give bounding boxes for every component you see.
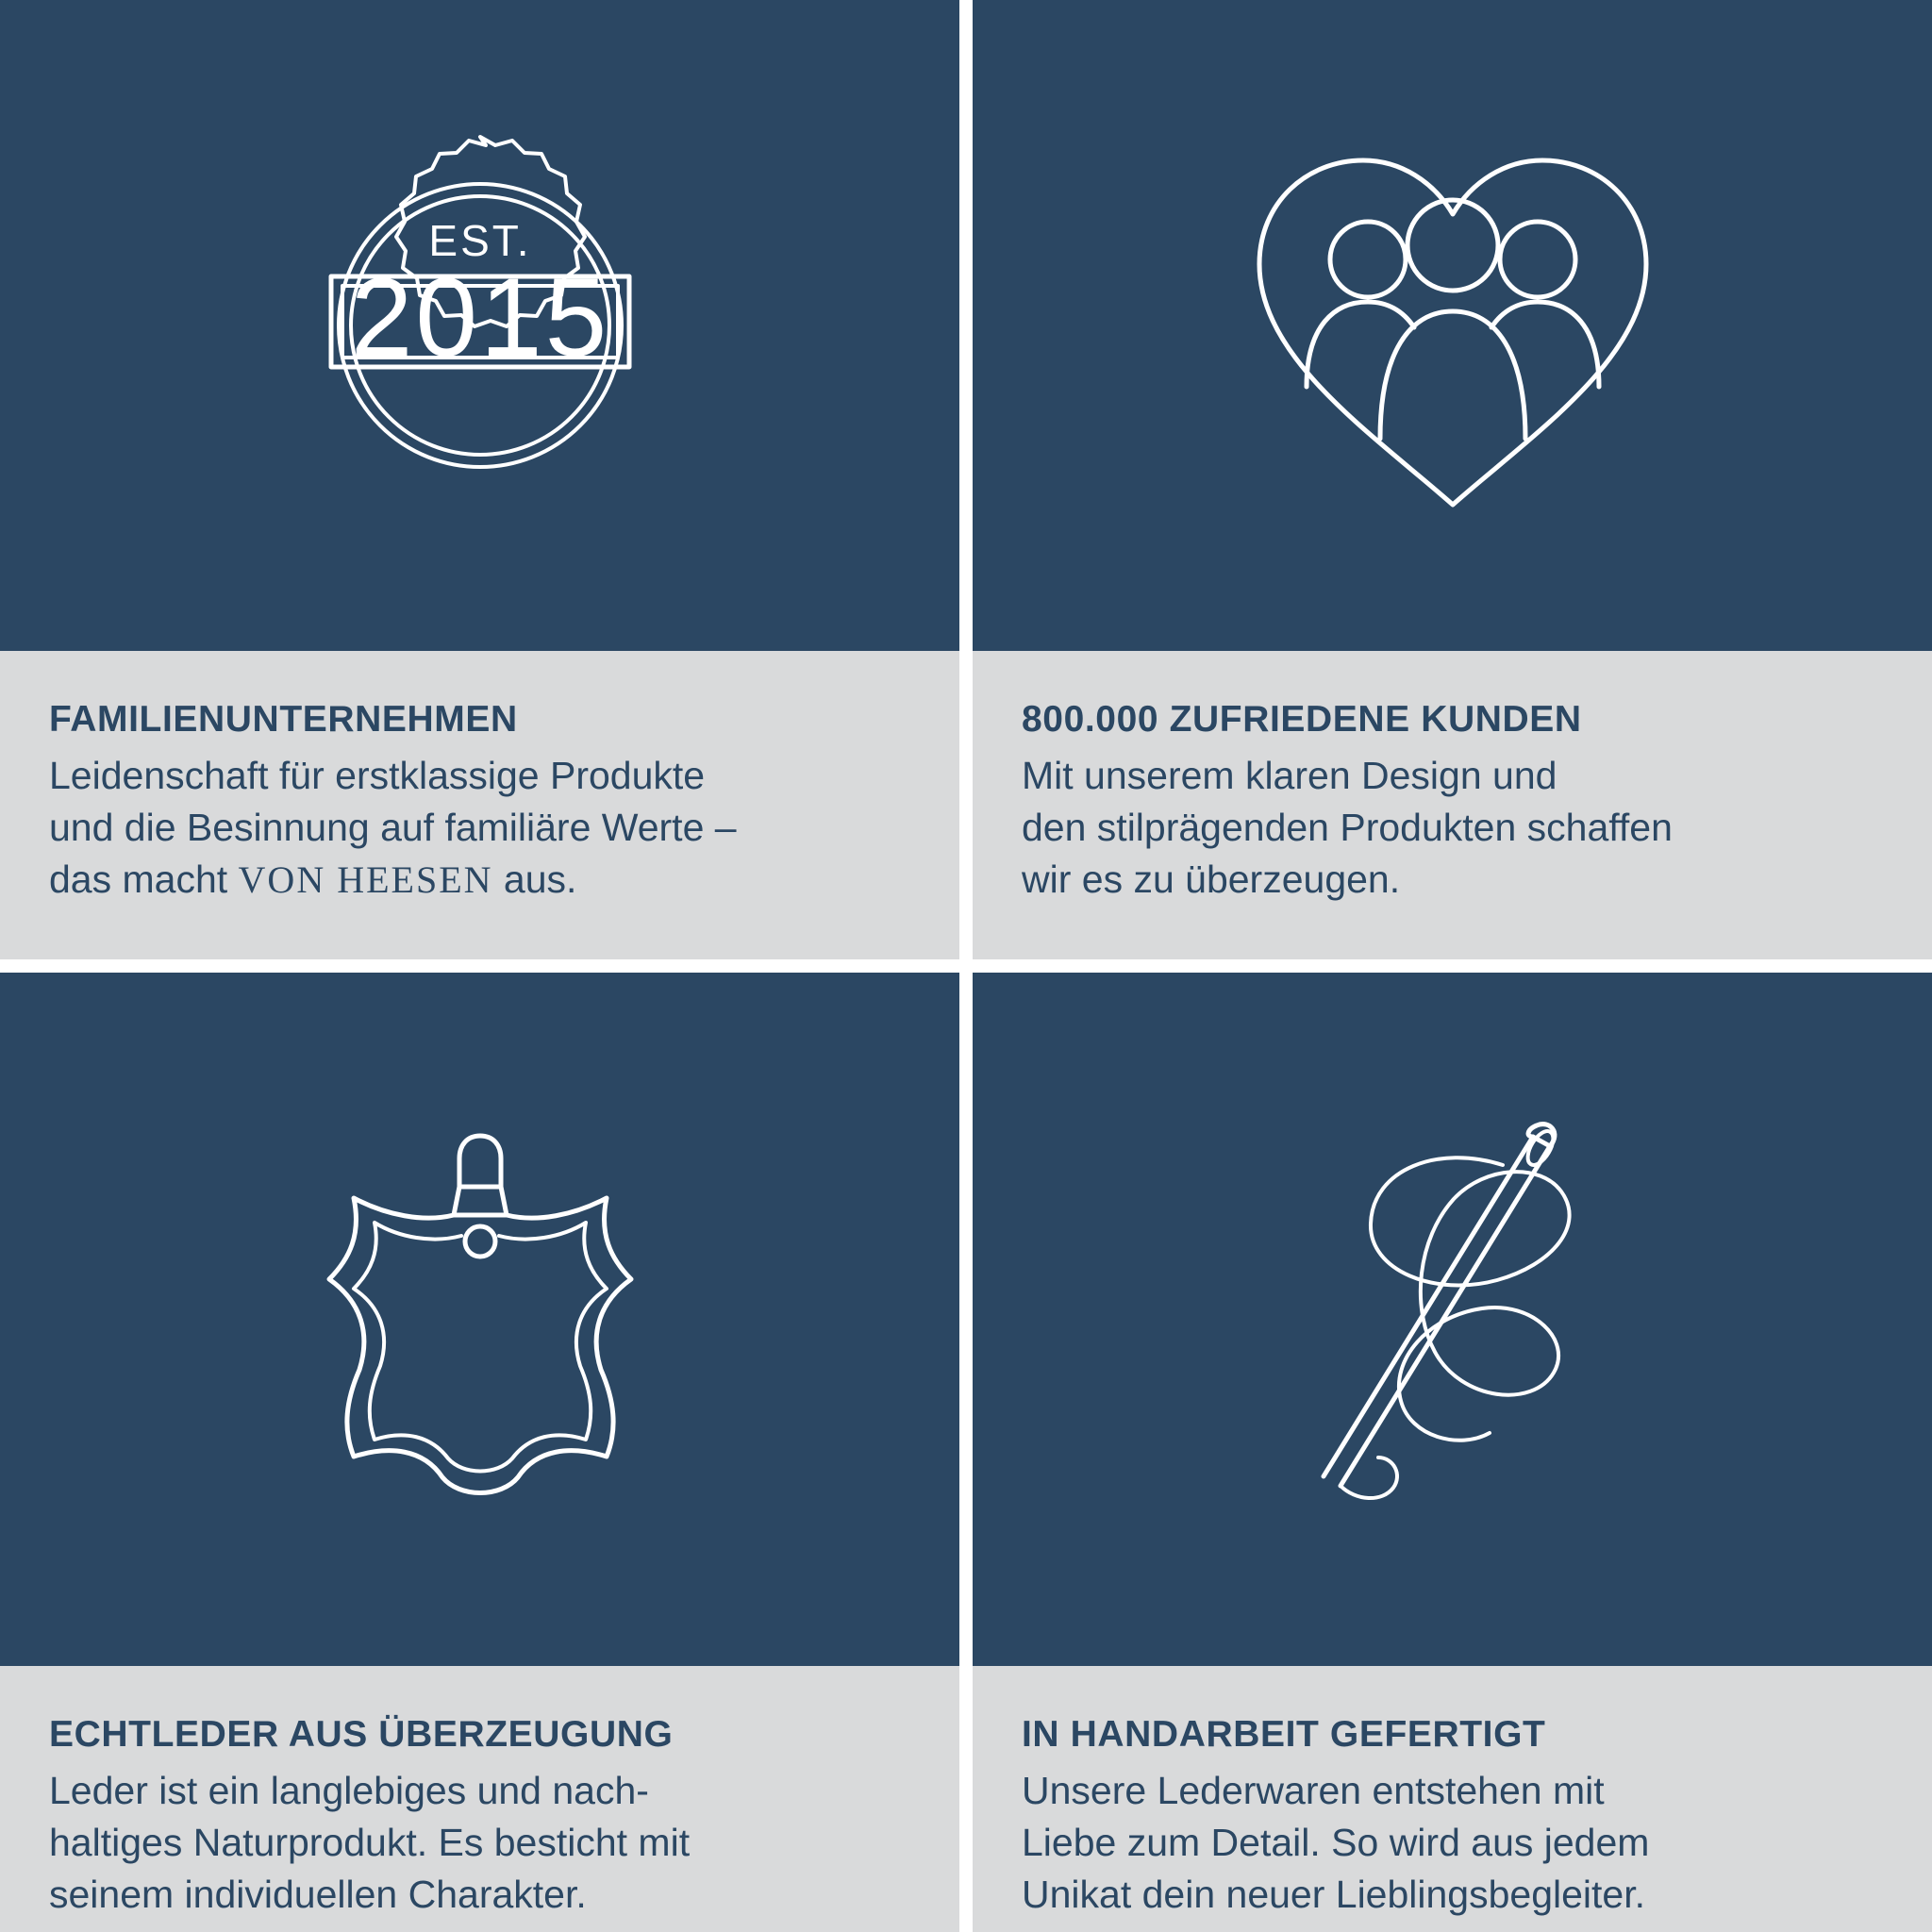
- card-title-real-leather: ECHTLEDER AUS ÜBERZEUGUNG: [49, 1714, 674, 1755]
- text-area-real-leather: [0, 1666, 959, 1932]
- card-body-satisfied-customers: [1022, 750, 1879, 906]
- text-area-satisfied-customers: [973, 651, 1932, 959]
- body-line-3: Unikat dein neuer Lieblingsbegleiter.: [1022, 1872, 1646, 1916]
- badge-year: 2015: [350, 256, 609, 380]
- body-line-1: Mit unserem klaren Design und: [1022, 753, 1557, 797]
- body-line-1: Leder ist ein langlebiges und nach-: [49, 1768, 649, 1812]
- body-line-2: haltiges Naturprodukt. Es besticht mit: [49, 1820, 691, 1864]
- body-line-3: das macht: [49, 857, 239, 901]
- body-tail: aus.: [492, 857, 577, 901]
- badge-est-label: EST.: [427, 216, 532, 265]
- body-line-3: seinem individuellen Charakter.: [49, 1872, 587, 1916]
- est-badge-2015-icon: [273, 118, 688, 533]
- card-body-real-leather: [49, 1765, 907, 1921]
- body-line-2: und die Besinnung auf familiäre Werte –: [49, 805, 737, 849]
- body-line-1: Unsere Lederwaren entstehen mit: [1022, 1768, 1605, 1812]
- icon-area-handmade: [973, 973, 1932, 1666]
- feature-card-real-leather: [0, 973, 959, 1932]
- body-line-2: Liebe zum Detail. So wird aus jedem: [1022, 1820, 1650, 1864]
- card-title-satisfied-customers: 800.000 ZUFRIEDENE KUNDEN: [1022, 699, 1582, 740]
- body-line-2: den stilprägenden Produkten schaffen: [1022, 805, 1673, 849]
- text-area-handmade: [973, 1666, 1932, 1932]
- brand-name: VON HEESEN: [238, 858, 493, 901]
- text-area-family-business: [0, 651, 959, 959]
- body-line-1: Leidenschaft für erstklassige Produkte: [49, 753, 706, 797]
- needle-and-thread-icon: [1250, 1112, 1656, 1527]
- body-line-3: wir es zu überzeugen.: [1022, 857, 1401, 901]
- feature-card-handmade: [973, 973, 1932, 1932]
- icon-area-real-leather: [0, 973, 959, 1666]
- heart-with-people-icon: [1231, 127, 1674, 524]
- icon-area-satisfied-customers: [973, 0, 1932, 651]
- card-title-family-business: FAMILIENUNTERNEHMEN: [49, 699, 518, 740]
- leather-hide-icon: [291, 1117, 669, 1523]
- card-body-handmade: [1022, 1765, 1879, 1921]
- feature-card-family-business: [0, 0, 959, 959]
- card-body-family-business: [49, 750, 907, 906]
- feature-card-satisfied-customers: [973, 0, 1932, 959]
- icon-area-family-business: [0, 0, 959, 651]
- card-title-handmade: IN HANDARBEIT GEFERTIGT: [1022, 1714, 1546, 1755]
